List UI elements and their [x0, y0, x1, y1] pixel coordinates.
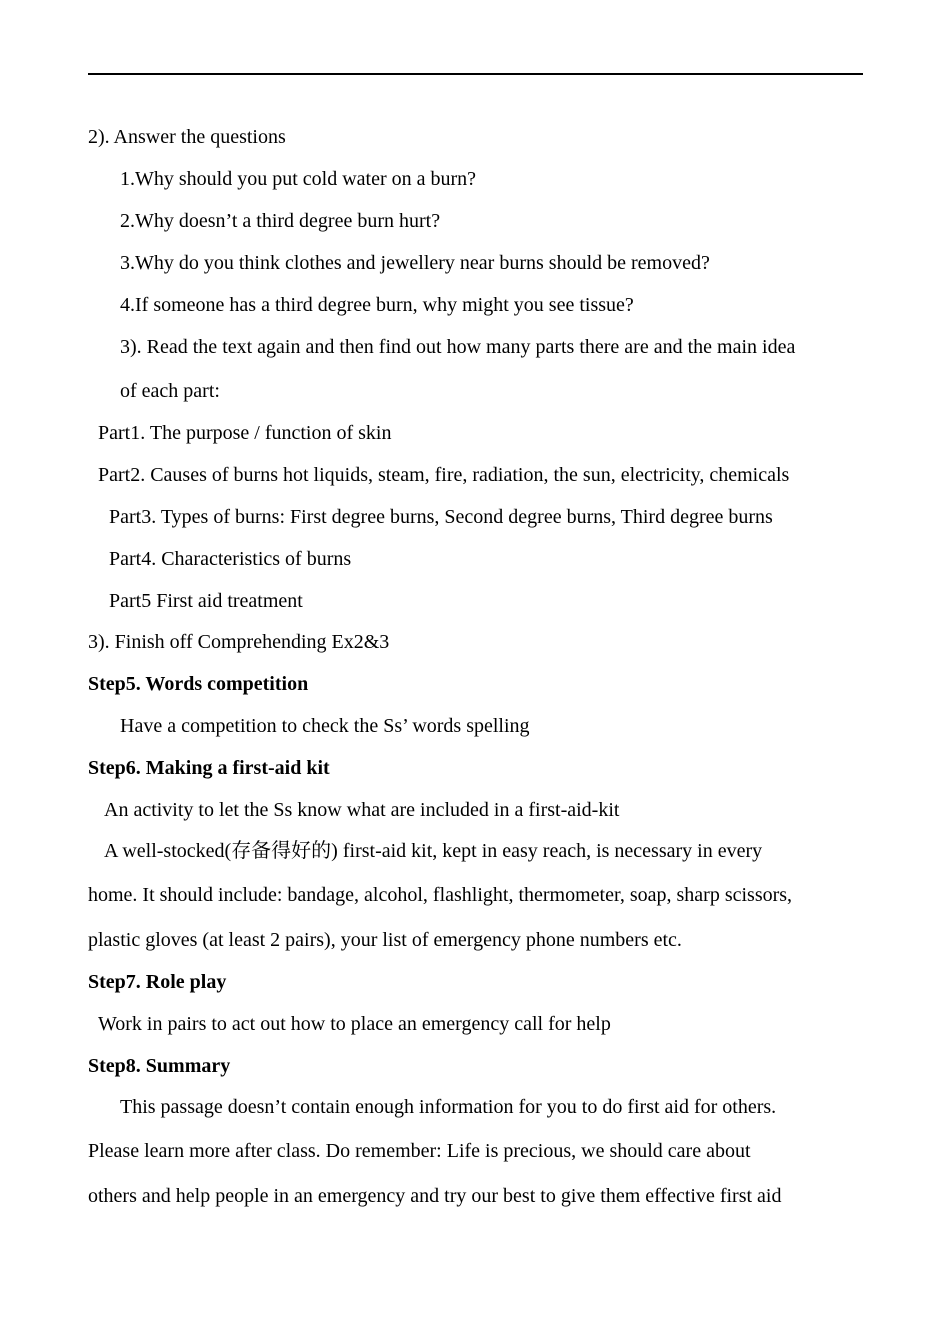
answer-questions-heading: 2). Answer the questions — [88, 126, 286, 148]
read-text-instruction: 3). Read the text again and then find out how many parts there are and the main idea — [120, 336, 796, 358]
header-rule — [88, 73, 863, 75]
step8-line3: others and help people in an emergency and try our best to give them effective first aid — [88, 1185, 782, 1207]
step5-text: Have a competition to check the Ss’ words spelling — [120, 715, 530, 737]
step6-title: Step6. Making a first-aid kit — [88, 757, 330, 779]
part-1: Part1. The purpose / function of skin — [98, 422, 392, 444]
step8-line2: Please learn more after class. Do remember: Life is precious, we should care about — [88, 1140, 751, 1162]
step5-title: Step5. Words competition — [88, 673, 309, 695]
step6-kit-line3: plastic gloves (at least 2 pairs), your list of emergency phone numbers etc. — [88, 929, 682, 951]
step6-activity: An activity to let the Ss know what are included in a first-aid-kit — [104, 799, 620, 821]
part-5: Part5 First aid treatment — [109, 590, 303, 612]
read-text-instruction-cont: of each part: — [120, 380, 220, 402]
question-2: 2.Why doesn’t a third degree burn hurt? — [120, 210, 441, 232]
question-1: 1.Why should you put cold water on a burn? — [120, 168, 477, 190]
part-3: Part3. Types of burns: First degree burns, Second degree burns, Third degree burns — [109, 506, 773, 528]
step8-line1: This passage doesn’t contain enough information for you to do first aid for others. — [120, 1096, 777, 1118]
question-3: 3.Why do you think clothes and jewellery near burns should be removed? — [120, 252, 710, 274]
step7-text: Work in pairs to act out how to place an emergency call for help — [98, 1013, 611, 1035]
part-2: Part2. Causes of burns hot liquids, steam, fire, radiation, the sun, electricity, chemicals — [98, 464, 790, 486]
step7-title: Step7. Role play — [88, 971, 227, 993]
step6-kit-line2: home. It should include: bandage, alcohol, flashlight, thermometer, soap, sharp scissors, — [88, 884, 793, 906]
question-4: 4.If someone has a third degree burn, why might you see tissue? — [120, 294, 634, 316]
step8-title: Step8. Summary — [88, 1055, 231, 1077]
finish-comprehending: 3). Finish off Comprehending Ex2&3 — [88, 631, 390, 653]
step6-kit-line1: A well-stocked(存备得好的) first-aid kit, kept in easy reach, is necessary in every — [104, 840, 763, 862]
part-4: Part4. Characteristics of burns — [109, 548, 352, 570]
